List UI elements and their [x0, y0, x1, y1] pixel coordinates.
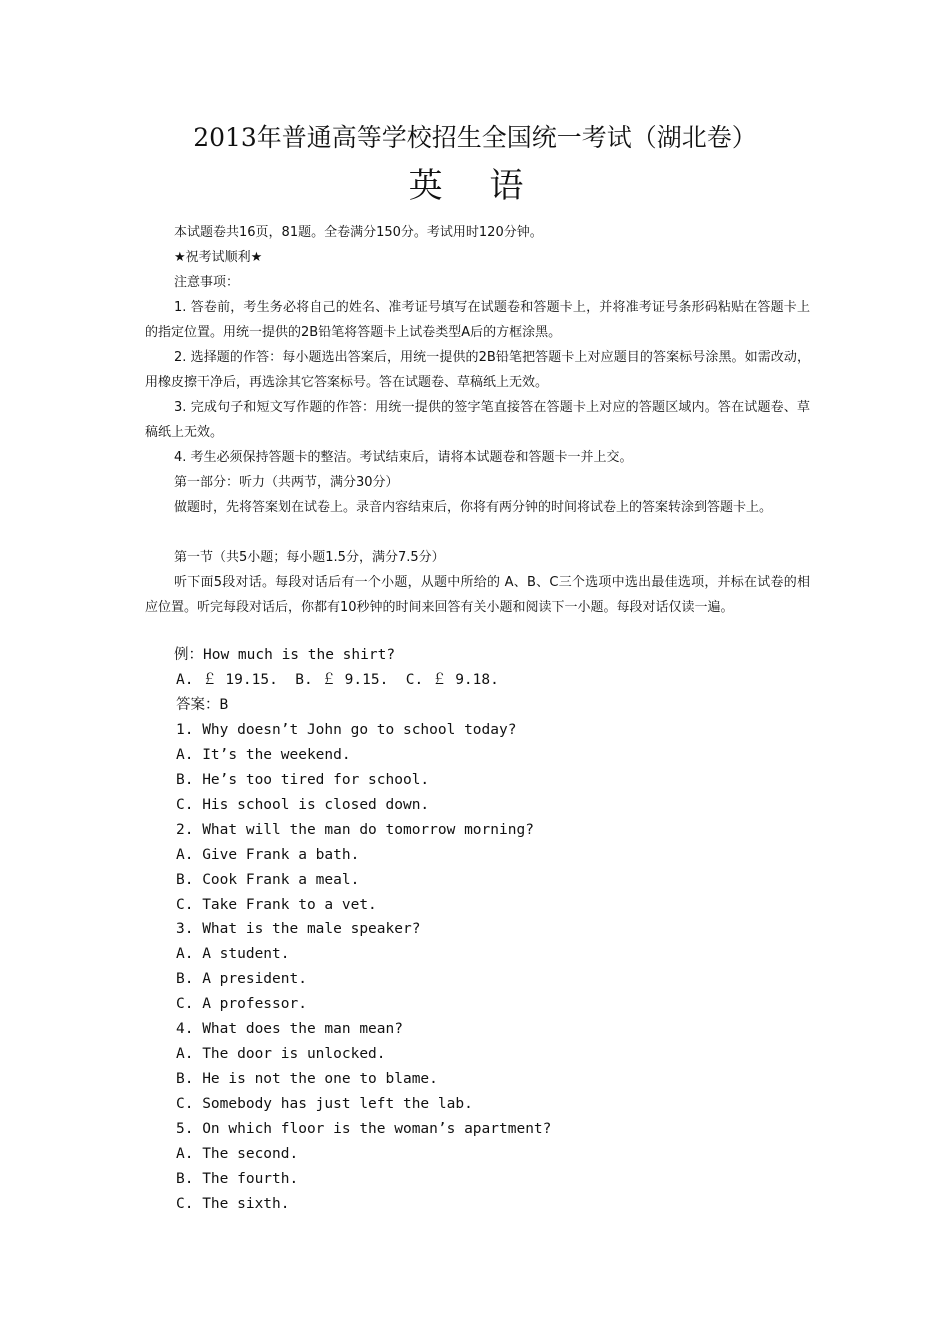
question-option: A. Give Frank a bath. — [176, 847, 360, 863]
example-options: A. ￡ 19.15. B. ￡ 9.15. C. ￡ 9.18. — [176, 672, 499, 688]
question-option: B. A president. — [176, 971, 307, 987]
example-answer: 答案：B — [176, 697, 229, 713]
example-question: 例：How much is the shirt? — [174, 647, 396, 663]
notice-item: 2. 选择题的作答：每小题选出答案后，用统一提供的2B铅笔把答题卡上对应题目的答案标号涂黑。如需改动，用橡皮擦干净后，再选涂其它答案标号。答在试题卷、草稿纸上无效。 — [145, 350, 810, 390]
question-option: C. Take Frank to a vet. — [176, 897, 377, 913]
part-heading: 第一部分：听力（共两节，满分30分） — [174, 475, 399, 490]
question-option: B. The fourth. — [176, 1171, 299, 1187]
notice-item: 3. 完成句子和短文写作题的作答：用统一提供的签字笔直接答在答题卡上对应的答题区域内。答在试题卷、草稿纸上无效。 — [145, 400, 810, 440]
question-option: C. His school is closed down. — [176, 797, 430, 813]
question-option: C. Somebody has just left the lab. — [176, 1096, 473, 1112]
question-stem: 5. On which floor is the woman’s apartment? — [176, 1121, 552, 1137]
notice-item: 1. 答卷前，考生务必将自己的姓名、准考证号填写在试题卷和答题卡上，并将准考证号条形码粘贴在答题卡上的指定位置。用统一提供的2B铅笔将答题卡上试卷类型A后的方框涂黑。 — [145, 300, 810, 340]
exam-summary: 本试题卷共16页，81题。全卷满分150分。考试用时120分钟。 — [174, 225, 543, 240]
question-option: A. The door is unlocked. — [176, 1046, 386, 1062]
question-option: A. A student. — [176, 946, 290, 962]
question-option: A. The second. — [176, 1146, 299, 1162]
question-option: B. Cook Frank a meal. — [176, 872, 360, 888]
section-heading: 第一节（共5小题；每小题1.5分，满分7.5分） — [174, 550, 445, 565]
notice-item: 4. 考生必须保持答题卡的整洁。考试结束后，请将本试题卷和答题卡一并上交。 — [174, 450, 633, 465]
question-stem: 3. What is the male speaker? — [176, 921, 421, 937]
question-stem: 1. Why doesn’t John go to school today? — [176, 722, 517, 738]
question-option: C. The sixth. — [176, 1196, 290, 1212]
question-option: C. A professor. — [176, 996, 307, 1012]
exam-title: 2013年普通高等学校招生全国统一考试（湖北卷） — [193, 123, 757, 152]
question-option: A. It’s the weekend. — [176, 747, 351, 763]
question-option: B. He’s too tired for school. — [176, 772, 430, 788]
notice-heading: 注意事项： — [174, 275, 240, 290]
question-option: B. He is not the one to blame. — [176, 1071, 438, 1087]
part-instruction: 做题时，先将答案划在试卷上。录音内容结束后，你将有两分钟的时间将试卷上的答案转涂到答题卡上。 — [174, 500, 773, 515]
section-instruction: 听下面5段对话。每段对话后有一个小题，从题中所给的 A、B、C三个选项中选出最佳选项，并标在试卷的相应位置。听完每段对话后，你都有10秒钟的时间来回答有关小题和阅读下一小题。每段对话仅读一遍。 — [145, 575, 810, 615]
subject-title: 英 语 — [408, 166, 542, 206]
question-stem: 2. What will the man do tomorrow morning? — [176, 822, 534, 838]
good-luck-line: ★祝考试顺利★ — [174, 250, 263, 265]
question-stem: 4. What does the man mean? — [176, 1021, 403, 1037]
